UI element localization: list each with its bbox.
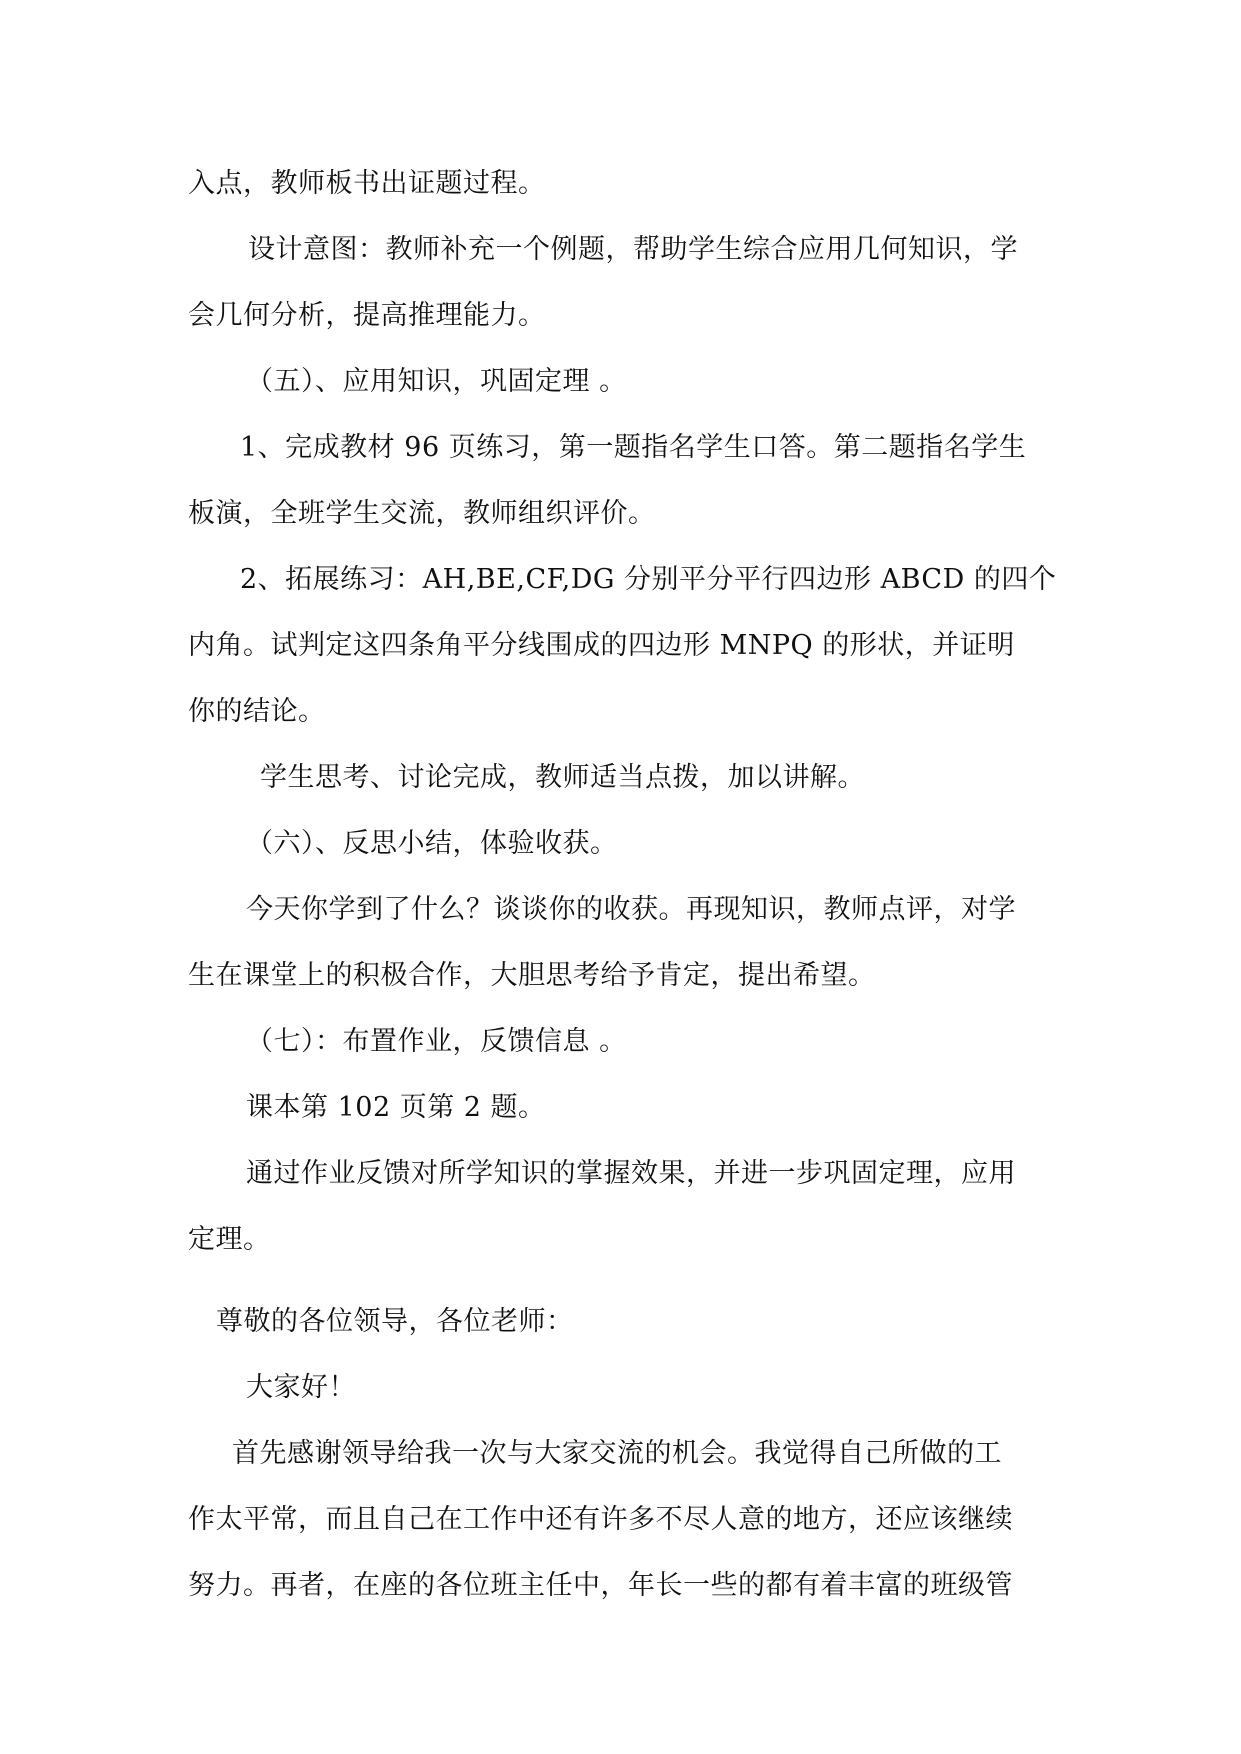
text-line-7: 2、拓展练习：AH,BE,CF,DG 分别平分平行四边形 ABCD 的四个 (240, 564, 1057, 595)
text-line-15: 课本第 102 页第 2 题。 (246, 1092, 546, 1123)
text-line-2: 设计意图：教师补充一个例题，帮助学生综合应用几何知识，学 (248, 234, 1018, 265)
section-heading-5: （五）、应用知识，巩固定理 。 (246, 366, 627, 397)
text-line-9: 你的结论。 (188, 696, 326, 727)
text-line-21: 作太平常，而且自己在工作中还有许多不尽人意的地方，还应该继续 (188, 1504, 1013, 1535)
text-line-3: 会几何分析，提高推理能力。 (188, 300, 546, 331)
salutation: 尊敬的各位领导，各位老师： (216, 1306, 574, 1337)
text-line-20: 首先感谢领导给我一次与大家交流的机会。我觉得自己所做的工 (232, 1438, 1002, 1469)
text-line-12: 今天你学到了什么？谈谈你的收获。再现知识，教师点评，对学 (246, 894, 1016, 925)
text-line-8: 内角。试判定这四条角平分线围成的四边形 MNPQ 的形状，并证明 (188, 630, 1015, 661)
section-heading-7: （七）：布置作业，反馈信息 。 (246, 1026, 627, 1057)
text-line-13: 生在课堂上的积极合作，大胆思考给予肯定，提出希望。 (188, 960, 876, 991)
section-heading-6: （六）、反思小结，体验收获。 (246, 828, 618, 859)
text-line-1: 入点，教师板书出证题过程。 (188, 168, 546, 199)
text-line-17: 定理。 (188, 1224, 271, 1255)
text-line-22: 努力。再者，在座的各位班主任中，年长一些的都有着丰富的班级管 (188, 1570, 1013, 1601)
text-line-5: 1、完成教材 96 页练习，第一题指名学生口答。第二题指名学生 (240, 432, 1027, 463)
text-line-16: 通过作业反馈对所学知识的掌握效果，并进一步巩固定理，应用 (246, 1158, 1016, 1189)
greeting: 大家好！ (246, 1372, 356, 1403)
text-line-10: 学生思考、讨论完成，教师适当点拨，加以讲解。 (260, 762, 865, 793)
text-line-6: 板演，全班学生交流，教师组织评价。 (188, 498, 656, 529)
